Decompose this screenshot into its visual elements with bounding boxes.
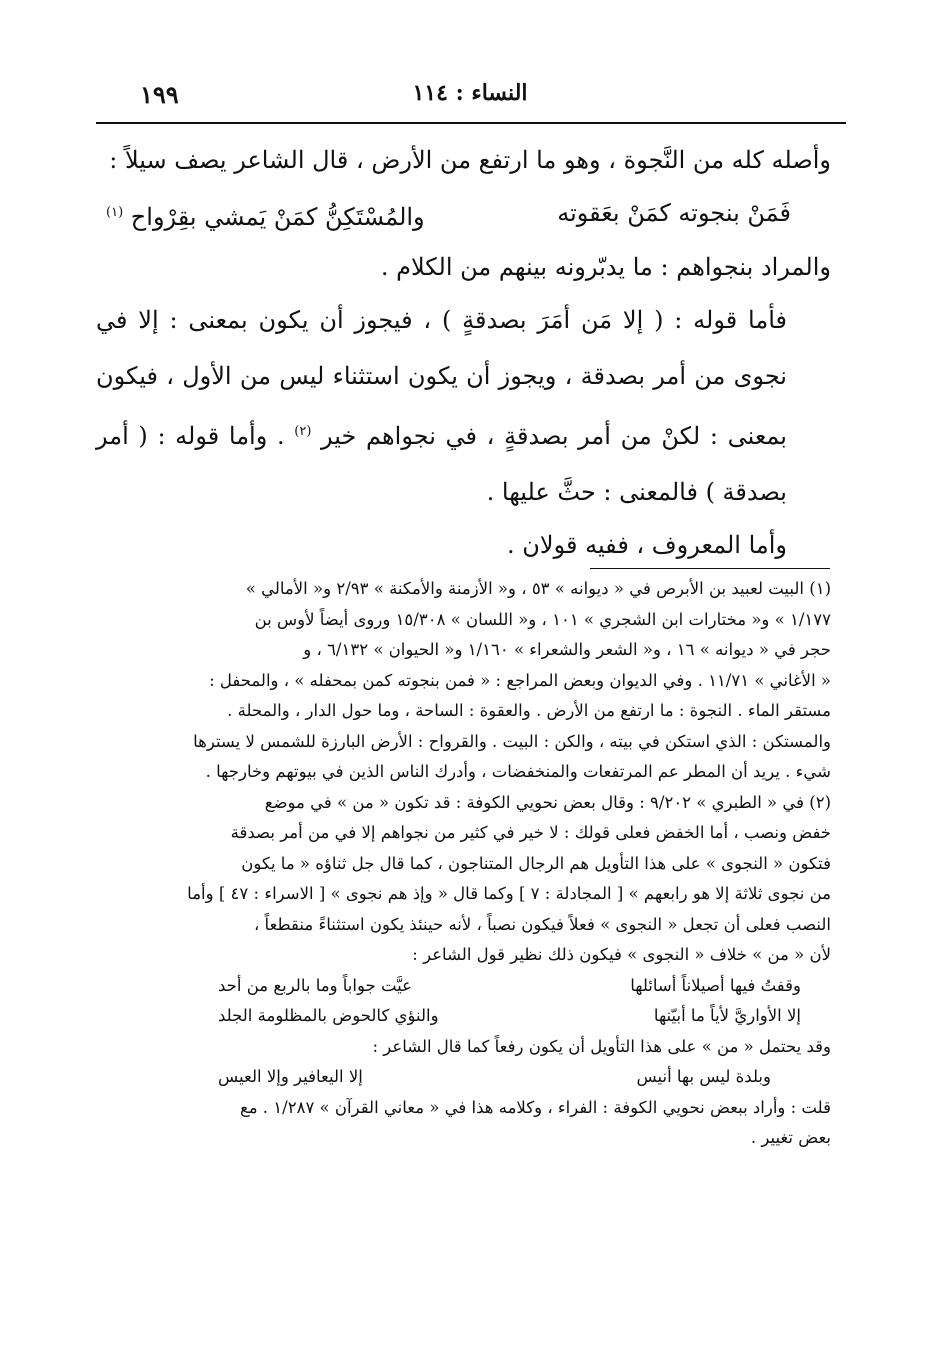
verse-line — [96, 188, 831, 242]
verse-hemistich-second: والمُسْتَكِنُّ كمَنْ يَمشي بقِرْواح $^{(١)}$ — [106, 203, 425, 231]
footnote-line: بعض تغيير . — [750, 1128, 831, 1147]
main-text — [96, 132, 831, 570]
footnote-marker: (١) — [106, 205, 124, 220]
verse-hemistich-second: إلا اليعافير وإلا العيس — [218, 1067, 363, 1086]
footnote-line: مستقر الماء . النجوة : ما ارتفع من الأرض . والعقوة : الساحة ، وما حول الدار ، والمحلة . — [227, 701, 831, 720]
verse-hemistich-first: وقفتُ فيها أصيلاناً أسائلها — [630, 975, 801, 995]
verse-hemistich-second: والنؤي كالحوض بالمظلومة الجلد — [218, 1006, 439, 1025]
verse-hemistich-first: إلا الأواريَّ لأياً ما أبيّنها — [653, 1006, 801, 1025]
verse-hemistich-first: وبلدة ليس بها أنيس — [636, 1067, 771, 1086]
body-paragraph: فأما قوله : ( إلا مَن أمَرَ بصدقةٍ ) ، فيجوز أن يكون بمعنى : إلا في نجوى من أمر بصدقة ، ويجوز أن يكون استثناء ليس من الأول ، فيكون بمعنى : لكنْ من أمر بصدقةٍ ، في نجواهم خير $^{(٢)}$ . وأما قوله : ( أمر بصدقة ) فالمعنى : حثَّ عليها . — [96, 306, 787, 506]
page-number: ١٩٩ — [140, 80, 179, 109]
running-title: النساء : ١١٤ — [412, 80, 528, 106]
footnote-line: قلت : وأراد ببعض نحويي الكوفة : الفراء ، وكلامه هذا في « معاني القرآن » ١/٢٨٧ . مع — [239, 1097, 831, 1117]
footnote-line: وقد يحتمل « من » على هذا التأويل أن يكون رفعاً كما قال الشاعر : — [372, 1036, 831, 1056]
footnote-line: خفض ونصب ، أما الخفض فعلى قولك : لا خير في كثير من نجواهم إلا في من أمر بصدقة — [230, 823, 831, 842]
footnote-line: (١) البيت لعبيد بن الأبرص في « ديوانه » ٥٣ ، و« الأزمنة والأمكنة » ٢/٩٣ و« الأمالي » — [245, 579, 831, 598]
body-line: وأصله كله من النَّجوة ، وهو ما ارتفع من الأرض ، قال الشاعر يصف سيلاً : — [109, 146, 831, 174]
footnote-verse — [98, 1001, 831, 1032]
footnote-marker: (٢) — [294, 424, 312, 439]
footnote-verse — [98, 1062, 831, 1093]
footnote-line: ١/١٧٧ » و« مختارات ابن الشجري » ١٠١ ، و« اللسان » ١٥/٣٠٨ وروى أيضاً لأوس بن — [254, 609, 831, 629]
footnotes — [98, 574, 831, 1154]
footnote-line: شيء . يريد أن المطر عم المرتفعات والمنخفضات ، وأدرك الناس الذين في بيوتهم وخارجها . — [205, 762, 831, 781]
footnote-line: النصب فعلى أن تجعل « النجوى » فعلاً فيكون نصباً ، لأنه حينئذ يكون استثناءً منقطعاً ، — [253, 914, 831, 934]
footnote-line: فتكون « النجوى » على هذا التأويل هم الرجال المتناجون ، كما قال جل ثناؤه « ما يكون — [241, 853, 831, 873]
verse-hemistich-first: فَمَنْ بنجوته كمَنْ بعَقوته — [557, 199, 791, 227]
header-rule — [96, 122, 846, 124]
footnote-line: « الأغاني » ١١/٧١ . وفي الديوان وبعض المراجع : « فمن بنجوته كمن بمحفله » ، والمحفل : — [209, 670, 831, 690]
body-line: والمراد بنجواهم : ما يدبّرونه بينهم من الكلام . — [380, 253, 831, 281]
footnote-line: والمستكن : الذي استكن في بيته ، والكن : البيت . والقرواح : الأرض البارزة للشمس لا يسترها — [193, 731, 831, 751]
footnote-verse — [98, 971, 831, 1002]
footnote-line: حجر في « ديوانه » ١٦ ، و« الشعر والشعراء » ١/١٦٠ و« الحيوان » ٦/١٣٢ ، و — [303, 640, 831, 659]
page-header — [110, 80, 830, 114]
footnote-rule — [590, 568, 830, 569]
body-paragraph: وأما المعروف ، ففيه قولان . — [507, 531, 787, 559]
footnote-line: (٢) في « الطبري » ٩/٢٠٢ : وقال بعض نحويي الكوفة : قد تكون « من » في موضع — [264, 792, 831, 812]
footnote-line: لأن « من » خلاف « النجوى » فيكون ذلك نظير قول الشاعر : — [412, 945, 831, 964]
footnote-line: من نجوى ثلاثة إلا هو رابعهم » [ المجادلة : ٧ ] وكما قال « وإذ هم نجوى » [ الاسراء : ٤٧ ] وأما — [187, 884, 831, 903]
verse-hemistich-second: عيَّت جواباً وما بالربع من أحد — [218, 975, 412, 995]
